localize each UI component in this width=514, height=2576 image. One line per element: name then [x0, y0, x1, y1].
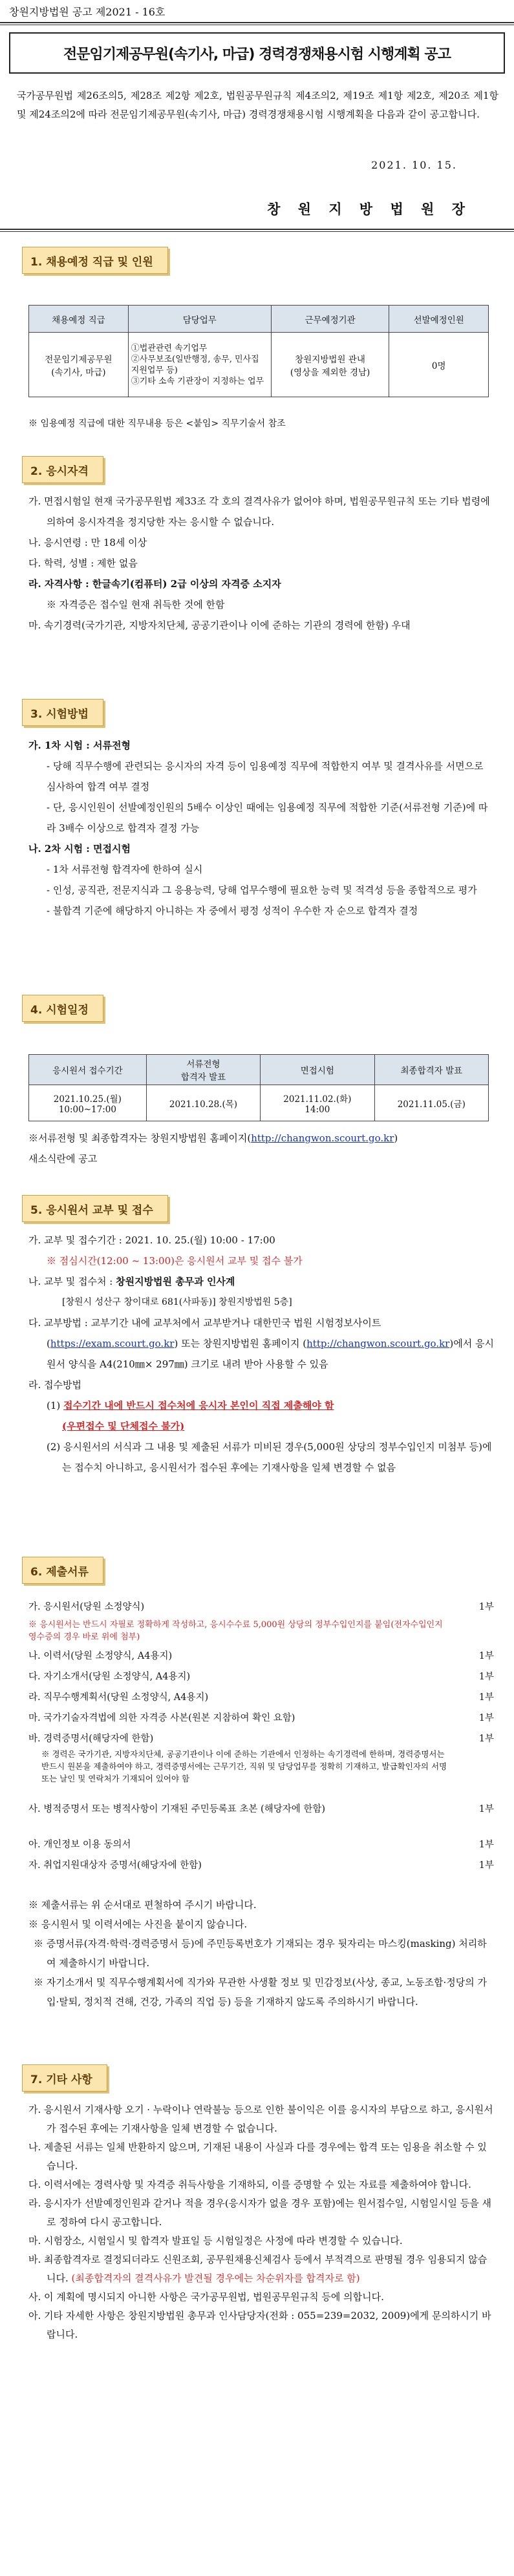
section-4-heading: 4. 시험일정: [22, 995, 103, 1022]
document-item: [28, 1731, 494, 1748]
schedule-header: 최종합격자 발표: [374, 1055, 488, 1085]
method-label: 라. 접수방법: [28, 1379, 81, 1391]
document-qty: 1부: [478, 1651, 494, 1661]
schedule-cell: 2021.11.05.(금): [374, 1085, 488, 1121]
qualification-item: 마. 속기경력(국가기관, 지방자치단체, 공공기관이나 이에 준하는 기관의 경력에 한함) 우대: [28, 619, 411, 631]
document-qty: 1부: [478, 1672, 494, 1682]
intro-paragraph: 국가공무원법 제26조의5, 제28조 제2항 제2호, 법원공무원규칙 제4조의2, 제19조 제1항 제2호, 제20조 제1항 및 제24조의2에 따라 전문임기제공무원(속기사, 마급) 경력경쟁채용시험 시행계획을 다음과 같이 공고합니다.: [17, 90, 498, 120]
document-qty: 1부: [478, 1734, 494, 1744]
schedule-header: 서류전형 합격자 발표: [146, 1055, 260, 1085]
qualification-item: 나. 응시연령 : 만 18세 이상: [28, 537, 147, 548]
method-item: - 불합격 기준에 해당하지 아니하는 자 중에서 평정 성적이 우수한 자 순으로 합격자 결정: [47, 905, 418, 917]
documents-list: [28, 1599, 494, 1878]
table-footnote: ※ 임용예정 직급에 대한 직무내용 등은 <붙임> 직무기술서 참조: [28, 419, 286, 429]
method-item: - 당해 직무수행에 관련되는 응시자의 자격 등이 임용예정 직무에 적합한지 여부 및 결격사유를 서면으로 심사하여 합격 여부 결정: [47, 760, 484, 793]
document-label: 바. 경력증명서(해당자에 한함): [28, 1734, 154, 1744]
document-note-line: ※ 제출서류는 위 순서대로 편철하여 주시기 바랍니다.: [28, 1899, 257, 1911]
application-address: [창원시 성산구 창이대로 681(사파동)] 창원지방법원 5층]: [62, 1297, 292, 1307]
application-place: 창원지방법원 총무과 인사계: [116, 1276, 235, 1287]
schedule-note-text: ※서류전형 및 최종합격자는 창원지방법원 홈페이지(: [28, 1132, 252, 1144]
document-note-line: ※ 증명서류(자격·학력·경력증명서 등)에 주민등록번호가 기재되는 경우 뒷자리는 마스킹(masking) 처리하여 제출하시기 바랍니다.: [34, 1938, 487, 1969]
section-7-heading: 7. 기타 사항: [22, 2064, 107, 2092]
document-item: [28, 1837, 494, 1858]
section-1-heading: 1. 채용예정 직급 및 인원: [22, 247, 168, 274]
schedule-table: [28, 1054, 489, 1121]
application-period: 가. 교부 및 접수기간 : 2021. 10. 25.(월) 10:00 - 17:00: [28, 1234, 275, 1246]
notice-date: 2021. 10. 15.: [371, 159, 457, 171]
title-box: [9, 32, 505, 74]
document-label: 마. 국가기술자격법에 의한 자격증 사본(원본 지참하여 확인 요함): [28, 1713, 295, 1723]
issuer-name: 창 원 지 방 법 원 장: [267, 201, 471, 217]
document-qty: 1부: [478, 1602, 494, 1612]
document-qty: 1부: [478, 1840, 494, 1850]
application-place-label: 나. 교부 및 접수처 :: [28, 1276, 116, 1287]
qualification-item: 다. 학력, 성별 : 제한 없음: [28, 557, 138, 569]
table-header: 담당업무: [128, 306, 271, 333]
section-3-heading: 3. 시험방법: [22, 699, 103, 726]
qualification-list: [28, 491, 494, 636]
section-2-heading: 2. 응시자격: [22, 456, 103, 483]
document-label: 가. 응시원서(당원 소정양식): [28, 1602, 145, 1612]
incomplete-notice: (2) 응시원서의 서식과 그 내용 및 제출된 서류가 미비된 경우(5,000원 상당의 정부수입인지 미첨부 등)에는 접수치 아니하고, 응시원서가 접수된 후에는 기재사항을 일체 변경할 수 없음: [47, 1441, 492, 1473]
document-label: ※ 응시원서는 반드시 자필로 정확하게 작성하고, 응시수수료 5,000원 상당의 정부수입인지를 붙임(전자수입인지 영수증의 경우 바로 위에 첨부): [28, 1620, 443, 1642]
schedule-note-text: ): [394, 1132, 398, 1144]
document-item: [28, 1690, 494, 1710]
document-label: 사. 병적증명서 또는 병적사항이 기재된 주민등록표 초본 (해당자에 한함): [28, 1804, 325, 1814]
document-note: [28, 1619, 494, 1648]
qualification-item: 라. 자격사항 : 한글속기(컴퓨터) 2급 이상의 자격증 소지자: [28, 578, 281, 590]
section-divider: [0, 229, 514, 232]
lunch-note: ※ 점심시간(12:00 ~ 13:00)은 응시원서 교부 및 접수 불가: [47, 1255, 303, 1267]
notice-number: 창원지방법원 공고 제2021 - 16호: [9, 6, 166, 18]
document-label: 나. 이력서(당원 소정양식, A4용지): [28, 1651, 173, 1661]
schedule-header: 응시원서 접수기간: [29, 1055, 147, 1085]
etc-item: 라. 응시자가 선발예정인원과 같거나 적을 경우(응시자가 없을 경우 포함)에는 원서접수일, 시험일시일 등을 새로 정하여 다시 공고합니다.: [28, 2197, 492, 2228]
document-note: [28, 1748, 494, 1802]
document-qty: 1부: [478, 1860, 494, 1871]
etc-item: 다. 이력서에는 경력사항 및 자격증 취득사항을 기재하되, 이를 증명할 수 있는 자료를 제출하여야 합니다.: [28, 2179, 471, 2190]
etc-item: 마. 시험장소, 시험일시 및 합격자 발표일 등 시험일정은 사정에 따라 변경할 수 있습니다.: [28, 2235, 403, 2247]
etc-list: [28, 2101, 494, 2344]
page-title: 전문임기제공무원(속기사, 마급) 경력경쟁채용시험 시행계획 공고: [63, 46, 451, 63]
duty-item: ①법관관련 속기업무: [131, 343, 208, 353]
distribution-text: ) 또는 창원지방법원 홈페이지: [174, 1338, 300, 1349]
etc-item: 사. 이 계획에 명시되지 아니한 사항은 국가공무원법, 법원공무원규칙 등에 의합니다.: [28, 2291, 384, 2303]
document-note-line: ※ 자기소개서 및 직무수행계획서에 직가와 무관한 사생활 정보 및 민감정보(사상, 종교, 노동조합·정당의 가입·탈퇴, 정치적 견해, 건강, 가족의 직업 등) 등을 기재하지 않도록 주의하시기 바랍니다.: [34, 1977, 487, 2008]
grade-cell: 전문임기제공무원 (속기사, 마급): [29, 333, 129, 397]
distribution-text: 에서 응시원서 양식을 A4(210㎜× 297㎜) 크기로 내려 받아 사용할 수 있음: [47, 1338, 494, 1370]
schedule-cell: 2021.10.25.(월) 10:00~17:00: [29, 1085, 147, 1121]
count-cell: 0명: [389, 333, 489, 397]
qualification-item: 가. 면접시험일 현재 국가공무원법 제33조 각 호의 결격사유가 없어야 하며, 법원공무원규칙 또는 기타 법령에 의하여 응시자격을 정지당한 자는 응시할 수 없습니다.: [28, 495, 490, 528]
document-item: [28, 1599, 494, 1619]
etc-item: 바. 최종합격자로 결정되더라도 신원조회, 공무원채용신체검사 등에서 부적격으로 판명될 경우 임용되지 않습니다.: [28, 2254, 487, 2284]
document-label: 라. 직무수행계획서(당원 소정양식, A4용지): [28, 1692, 209, 1703]
document-qty: 1부: [478, 1804, 494, 1814]
document-note-line: ※ 응시원서 및 이력서에는 사진을 붙이지 않습니다.: [28, 1918, 248, 1930]
method-item: - 인성, 공직관, 전문지식과 그 응용능력, 당해 업무수행에 필요한 능력 및 적격성 등을 종합적으로 평가: [47, 884, 477, 896]
method-list: [28, 735, 494, 921]
agency-cell: 창원지방법원 관내 (영상을 제외한 경남): [271, 333, 389, 397]
duties-cell: [128, 333, 271, 397]
duty-item: ②사무보조(일반행정, 송무, 민사집 지원업무 등): [131, 354, 259, 375]
table-header: 채용예정 직급: [29, 306, 129, 333]
table-header: 선발예정인원: [389, 306, 489, 333]
table-header: 근무예정기관: [271, 306, 389, 333]
document-item: [28, 1858, 494, 1878]
section-6-heading: 6. 제출서류: [22, 1557, 103, 1584]
document-qty: 1부: [478, 1713, 494, 1723]
exam-site-link[interactable]: https://exam.scourt.go.kr: [50, 1338, 175, 1349]
document-label: 아. 개인정보 이용 동의서: [28, 1840, 131, 1850]
section-5-heading: 5. 응시원서 교부 및 접수: [22, 1195, 168, 1222]
schedule-header: 면접시험: [261, 1055, 374, 1085]
document-item: [28, 1648, 494, 1669]
method-number: (1): [47, 1400, 61, 1411]
method-item: - 단, 응시인원이 선발예정인원의 5배수 이상인 때에는 임용예정 직무에 적합한 기준(서류전형 기준)에 따라 3배수 이상으로 합격자 결정 가능: [47, 802, 488, 834]
etc-item: 나. 제출된 서류는 일체 반환하지 않으며, 기재된 내용이 사실과 다를 경우에는 합격 또는 임용을 취소할 수 있습니다.: [28, 2141, 487, 2172]
schedule-note: [28, 1128, 494, 1169]
distribution-text: 다. 교부방법 : 교부기간 내에 교부처에서 교부받거나 대한민국 법원 시험정보사이트(: [28, 1317, 381, 1349]
recruit-table: [28, 305, 489, 397]
method-item: - 1차 서류전형 합격자에 한하여 실시: [47, 864, 203, 875]
etc-item: 아. 기타 자세한 사항은 창원지방법원 총무과 인사담당자(전화 : 055=239=2032, 2009)에게 문의하시기 바랍니다.: [28, 2310, 491, 2340]
document-item: [28, 1669, 494, 1690]
in-person-notice: 접수기간 내에 반드시 접수처에 응시자 본인이 직접 제출해야 함: [63, 1400, 334, 1411]
document-qty: 1부: [478, 1692, 494, 1703]
court-homepage-link[interactable]: http://changwon.scourt.go.kr: [251, 1132, 394, 1144]
etc-red-note: (최종합격자의 결격사유가 발견될 경우에는 차순위자를 합격자로 함): [71, 2272, 360, 2284]
schedule-note-line2: 새소식란에 공고: [28, 1153, 98, 1165]
document-label: ※ 경력은 국가기관, 지방자치단체, 공공기관이나 이에 준하는 기관에서 인정하는 속기경력에 한하며, 경력증명서는 반드시 원본을 제출하여야 하고, 경력증명서에는 근무기간, 직위 및 담당업무를 정확히 기재하고, 발급확인자의 서명 또는 날인 및 연락처가 기재되어 있어야 함: [41, 1749, 447, 1783]
top-divider: [0, 22, 514, 25]
document-label: 다. 자기소개서(당원 소정양식, A4용지): [28, 1672, 191, 1682]
document-item: [28, 1802, 494, 1837]
etc-item: 가. 응시원서 기재사항 오기 · 누락이나 연락불능 등으로 인한 불이익은 이를 응시자의 부담으로 하고, 응시원서가 접수된 후에는 기재사항을 일체 변경할 수 없습니다.: [28, 2104, 493, 2134]
qualification-note: ※ 자격증은 접수일 현재 취득한 것에 한함: [47, 599, 225, 610]
application-list: 가. 교부 및 접수기간 : 2021. 10. 25.(월) 10:00 - 17:00 ※ 점심시간(12:00 ~ 13:00)은 응시원서 교부 및 접수 불가 나. 교부 및 접수처 : 창원지방법원 총무과 인사계 [창원시 성산구 창이대로 681(사파동)] 창원지방법원 5층] 다. 교부방법 : 교부기간 내에 교부처에서 교부받거나 대한민국 법원 시험정보사이트(https://exam.scourt.go.kr) 또는 창원지방법원 홈페이지 (http://changwon.scourt.go.kr)에서 응시원서 양식을 A4(210㎜× 297㎜) 크기로 내려 받아 사용할 수 있음 라. 접수방법 (1) 접수기간 내에 반드시 접수처에 응시자 본인이 직접 제출해야 함 (우편접수 및 단체접수 불가) (2) 응시원서의 서식과 그 내용 및 제출된 서류가 미비된 경우(5,000원 상당의 정부수입인지 미첨부 등)에는 접수치 아니하고, 응시원서가 접수된 후에는 기재사항을 일체 변경할 수 없음: [28, 1230, 494, 1478]
method-title: 가. 1차 시험 : 서류전형: [28, 740, 131, 751]
no-mail-notice: (우편접수 및 단체접수 불가): [62, 1420, 185, 1432]
document-notes: [28, 1895, 494, 2011]
schedule-cell: 2021.10.28.(목): [146, 1085, 260, 1121]
document-label: 자. 취업지원대상자 증명서(해당자에 한함): [28, 1860, 202, 1871]
schedule-cell: 2021.11.02.(화) 14:00: [261, 1085, 374, 1121]
duty-item: ③기타 소속 기관장이 지정하는 업무: [131, 376, 264, 386]
court-homepage-link-2[interactable]: http://changwon.scourt.go.kr: [306, 1338, 450, 1349]
document-item: [28, 1710, 494, 1731]
method-title: 나. 2차 시험 : 면접시험: [28, 843, 131, 855]
